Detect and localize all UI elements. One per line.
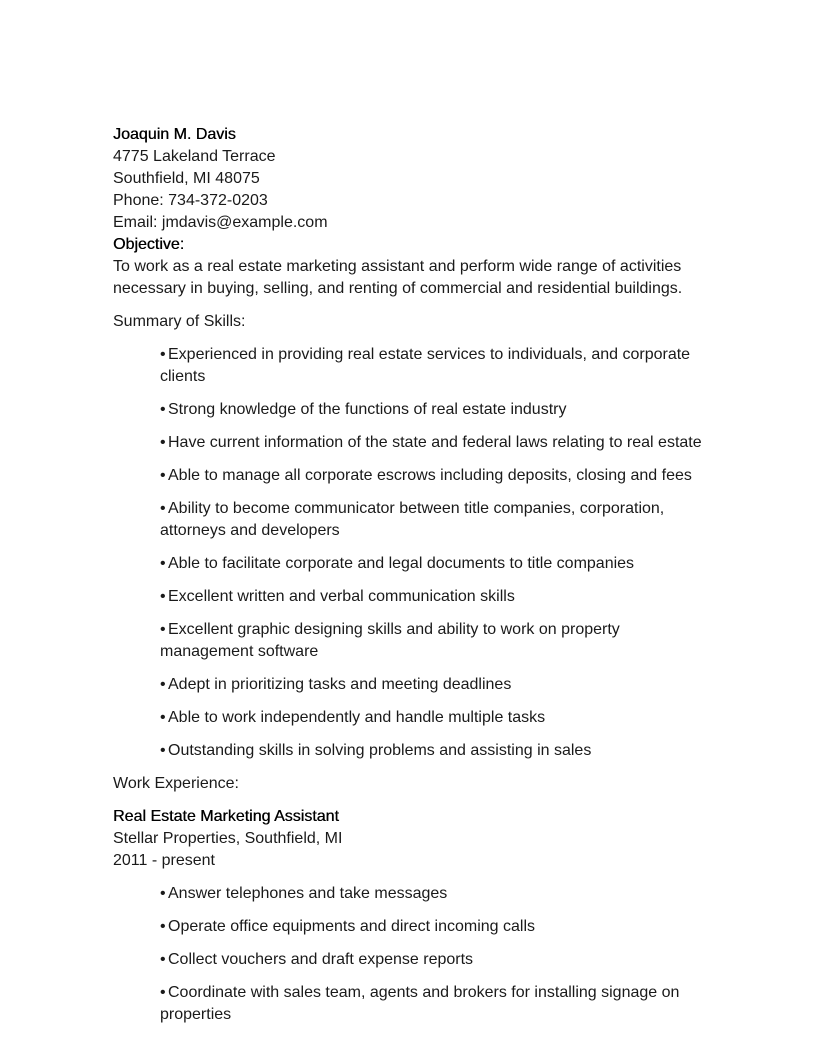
bullet-icon: • <box>160 918 166 935</box>
resume-page <box>113 124 713 1037</box>
bullet-icon: • <box>160 401 166 418</box>
list-item: • Operate office equipments and direct incoming calls <box>160 916 705 938</box>
list-item: • Strong knowledge of the functions of real estate industry <box>160 399 705 421</box>
bullet-icon: • <box>160 467 166 484</box>
bullet-icon: • <box>160 346 166 363</box>
bullet-icon: • <box>160 984 166 1001</box>
phone-number: Phone: 734-372-0203 <box>113 192 268 209</box>
contact-block <box>113 124 713 234</box>
list-item: • Excellent written and verbal communication skills <box>160 586 705 608</box>
list-item: • Able to work independently and handle multiple tasks <box>160 707 705 729</box>
email-address: Email: jmdavis@example.com <box>113 214 328 231</box>
skills-section <box>113 311 713 762</box>
job-entry <box>113 806 713 872</box>
list-item: • Collect vouchers and draft expense reports <box>160 949 705 971</box>
list-item: • Ability to become communicator between title companies, corporation, attorneys and developers <box>160 500 665 539</box>
bullet-icon: • <box>160 951 166 968</box>
job-dates: 2011 - present <box>113 852 215 869</box>
bullet-icon: • <box>160 885 166 902</box>
bullet-icon: • <box>160 500 166 517</box>
work-section <box>113 773 713 1026</box>
address-line-2: Southfield, MI 48075 <box>113 170 260 187</box>
list-item: • Able to facilitate corporate and legal documents to title companies <box>160 553 705 575</box>
list-item: • Excellent graphic designing skills and ability to work on property management software <box>160 621 620 660</box>
bullet-icon: • <box>160 434 166 451</box>
skills-heading: Summary of Skills: <box>113 313 246 330</box>
list-item: • Have current information of the state and federal laws relating to real estate <box>160 432 705 454</box>
duties-list <box>113 883 713 1026</box>
list-item: • Answer telephones and take messages <box>160 883 705 905</box>
bullet-icon: • <box>160 588 166 605</box>
list-item: • Able to manage all corporate escrows including deposits, closing and fees <box>160 465 705 487</box>
work-heading: Work Experience: <box>113 775 239 792</box>
list-item: • Experienced in providing real estate services to individuals, and corporate clients <box>160 346 691 385</box>
job-title: Real Estate Marketing Assistant <box>113 808 339 825</box>
bullet-icon: • <box>160 621 166 638</box>
list-item: • Adept in prioritizing tasks and meeting deadlines <box>160 674 705 696</box>
bullet-icon: • <box>160 742 166 759</box>
list-item: • Outstanding skills in solving problems and assisting in sales <box>160 740 705 762</box>
objective-section <box>113 234 713 300</box>
objective-text: To work as a real estate marketing assistant and perform wide range of activities necessary in buying, selling, and renting of commercial and residential buildings. <box>113 258 683 297</box>
bullet-icon: • <box>160 709 166 726</box>
bullet-icon: • <box>160 676 166 693</box>
objective-heading: Objective: <box>113 236 185 253</box>
skills-list <box>113 344 713 762</box>
list-item: • Coordinate with sales team, agents and brokers for installing signage on properties <box>160 984 680 1023</box>
job-company: Stellar Properties, Southfield, MI <box>113 830 343 847</box>
address-line-1: 4775 Lakeland Terrace <box>113 148 276 165</box>
candidate-name: Joaquin M. Davis <box>113 126 236 143</box>
bullet-icon: • <box>160 555 166 572</box>
